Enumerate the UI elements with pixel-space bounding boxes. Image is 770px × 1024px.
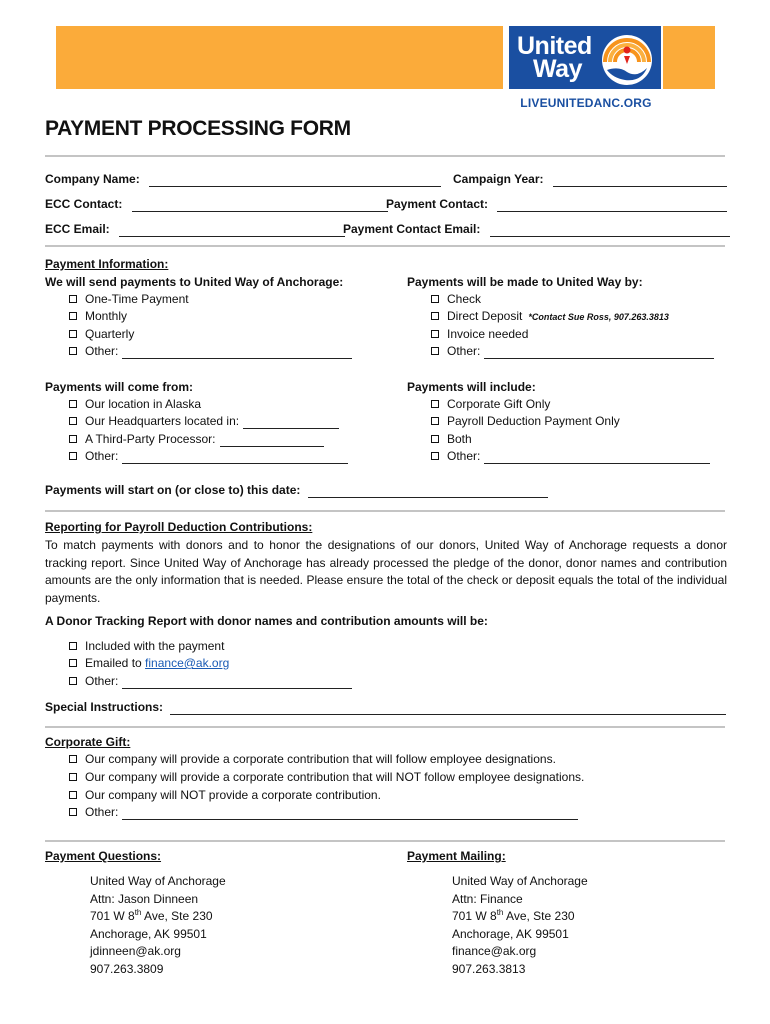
start-date-field[interactable]	[308, 485, 548, 498]
company-name-field[interactable]	[149, 174, 441, 187]
checkbox[interactable]	[69, 659, 77, 667]
logo-box	[509, 26, 661, 89]
checkbox[interactable]	[431, 435, 439, 443]
from-option-alaska[interactable]: Our location in Alaska	[69, 397, 201, 412]
page-title: PAYMENT PROCESSING FORM	[45, 117, 351, 140]
made-option-invoice[interactable]: Invoice needed	[431, 327, 528, 342]
report-option-other[interactable]: Other:	[69, 674, 352, 689]
payment-questions-heading: Payment Questions:	[45, 849, 162, 863]
payments-include-label: Payments will include:	[407, 380, 536, 394]
from-option-headquarters[interactable]: Our Headquarters located in:	[69, 414, 339, 429]
send-other-field[interactable]	[122, 346, 352, 359]
send-option-monthly[interactable]: Monthly	[69, 309, 127, 324]
payments-made-label: Payments will be made to United Way by:	[407, 275, 643, 289]
checkbox[interactable]	[69, 677, 77, 685]
send-option-quarterly[interactable]: Quarterly	[69, 327, 134, 342]
include-other-field[interactable]	[484, 451, 710, 464]
mailing-address	[452, 873, 588, 978]
mailing-org: United Way of Anchorage	[452, 874, 588, 888]
made-option-other[interactable]: Other:	[431, 344, 714, 359]
checkbox[interactable]	[69, 808, 77, 816]
checkbox[interactable]	[431, 347, 439, 355]
special-instructions-row	[45, 700, 726, 715]
checkbox[interactable]	[69, 791, 77, 799]
checkbox[interactable]	[69, 642, 77, 650]
divider	[45, 726, 725, 728]
questions-phone: 907.263.3809	[90, 961, 164, 976]
from-option-third-party[interactable]: A Third-Party Processor:	[69, 432, 324, 447]
mailing-email[interactable]: finance@ak.org	[452, 944, 537, 958]
include-option-corporate[interactable]: Corporate Gift Only	[431, 397, 550, 412]
divider	[45, 245, 725, 247]
campaign-year-row	[453, 172, 727, 187]
made-option-check[interactable]: Check	[431, 292, 481, 307]
made-other-field[interactable]	[484, 346, 714, 359]
checkbox[interactable]	[69, 330, 77, 338]
made-option-direct-deposit[interactable]: Direct Deposit *Contact Sue Ross, 907.263.3813	[431, 309, 669, 325]
logo-wordmark	[517, 31, 592, 83]
payment-contact-email-field[interactable]	[490, 224, 730, 237]
checkbox[interactable]	[69, 295, 77, 303]
checkbox[interactable]	[431, 312, 439, 320]
checkbox[interactable]	[69, 773, 77, 781]
ecc-contact-field[interactable]	[132, 199, 388, 212]
payment-contact-field[interactable]	[497, 199, 727, 212]
finance-email-link[interactable]: finance@ak.org	[145, 656, 230, 670]
ecc-email-label: ECC Email:	[45, 222, 110, 236]
logo-line-1: United	[517, 31, 592, 60]
checkbox[interactable]	[431, 452, 439, 460]
payment-contact-label: Payment Contact:	[386, 197, 489, 211]
special-instructions-label: Special Instructions:	[45, 700, 164, 714]
include-option-payroll[interactable]: Payroll Deduction Payment Only	[431, 414, 620, 429]
mailing-attn: Attn: Finance	[452, 891, 523, 906]
special-instructions-field[interactable]	[170, 702, 726, 715]
send-option-one-time[interactable]: One-Time Payment	[69, 292, 189, 307]
checkbox[interactable]	[69, 755, 77, 763]
gift-option-other[interactable]: Other:	[69, 805, 578, 820]
company-name-label: Company Name:	[45, 172, 140, 186]
send-payments-label: We will send payments to United Way of Anchorage:	[45, 275, 344, 289]
direct-deposit-note: *Contact Sue Ross, 907.263.3813	[528, 312, 669, 322]
checkbox[interactable]	[69, 312, 77, 320]
gift-other-field[interactable]	[122, 807, 578, 820]
report-other-field[interactable]	[122, 676, 352, 689]
mailing-city: Anchorage, AK 99501	[452, 926, 569, 941]
payment-mailing-heading: Payment Mailing:	[407, 849, 506, 863]
mailing-street: 701 W 8th Ave, Ste 230	[452, 908, 575, 923]
company-name-row	[45, 172, 441, 187]
questions-street: 701 W 8th Ave, Ste 230	[90, 908, 213, 923]
payment-info-heading: Payment Information:	[45, 257, 169, 271]
divider	[45, 155, 725, 157]
checkbox[interactable]	[69, 347, 77, 355]
payments-from-label: Payments will come from:	[45, 380, 194, 394]
website-label: LIVEUNITEDANC.ORG	[520, 96, 652, 110]
from-option-other[interactable]: Other:	[69, 449, 348, 464]
ecc-contact-row	[45, 197, 388, 212]
checkbox[interactable]	[69, 452, 77, 460]
questions-attn: Attn: Jason Dinneen	[90, 891, 199, 906]
questions-org: United Way of Anchorage	[90, 874, 226, 888]
donor-report-label: A Donor Tracking Report with donor names and contribution amounts will be:	[45, 614, 488, 628]
questions-email[interactable]: jdinneen@ak.org	[90, 944, 181, 958]
send-option-other[interactable]: Other:	[69, 344, 352, 359]
reporting-heading: Reporting for Payroll Deduction Contributions:	[45, 520, 313, 534]
report-option-emailed[interactable]: Emailed to finance@ak.org	[69, 656, 229, 671]
ecc-email-row	[45, 222, 345, 237]
checkbox[interactable]	[69, 400, 77, 408]
logo-line-2: Way	[533, 54, 582, 83]
mailing-phone: 907.263.3813	[452, 961, 526, 976]
start-date-label: Payments will start on (or close to) this date:	[45, 483, 301, 497]
checkbox[interactable]	[431, 417, 439, 425]
ecc-email-field[interactable]	[119, 224, 345, 237]
united-way-logo	[503, 26, 663, 89]
from-other-field[interactable]	[122, 451, 348, 464]
include-option-both[interactable]: Both	[431, 432, 472, 447]
campaign-year-label: Campaign Year:	[453, 172, 544, 186]
campaign-year-field[interactable]	[553, 174, 727, 187]
start-date-row	[45, 483, 548, 498]
ecc-contact-label: ECC Contact:	[45, 197, 123, 211]
payment-contact-row	[386, 197, 727, 212]
gift-option-follow[interactable]: Our company will provide a corporate contribution that will follow employee designations.	[69, 752, 556, 767]
checkbox[interactable]	[431, 400, 439, 408]
divider	[45, 510, 725, 512]
corporate-gift-heading: Corporate Gift:	[45, 735, 131, 749]
checkbox[interactable]	[69, 435, 77, 443]
third-party-field[interactable]	[220, 434, 324, 447]
checkbox[interactable]	[69, 417, 77, 425]
checkbox[interactable]	[431, 295, 439, 303]
headquarters-field[interactable]	[243, 416, 339, 429]
questions-city: Anchorage, AK 99501	[90, 926, 207, 941]
checkbox[interactable]	[431, 330, 439, 338]
payment-contact-email-row	[343, 222, 730, 237]
include-option-other[interactable]: Other:	[431, 449, 710, 464]
divider	[45, 840, 725, 842]
report-option-included[interactable]: Included with the payment	[69, 639, 224, 654]
gift-option-not-follow[interactable]: Our company will provide a corporate contribution that will NOT follow employee designations.	[69, 770, 584, 785]
gift-option-none[interactable]: Our company will NOT provide a corporate contribution.	[69, 788, 381, 803]
payment-contact-email-label: Payment Contact Email:	[343, 222, 481, 236]
reporting-paragraph: To match payments with donors and to honor the designations of our donors, United Way of Anchorage requests a donor tracking report. Since United Way of Anchorage has already processed the pledge of the donor, donor names and contribution amounts are the only information that is needed. Please ensure the total of the check or deposit equals the total of the individual payments.	[45, 538, 727, 605]
hand-rainbow-icon	[597, 30, 657, 85]
questions-address	[90, 873, 226, 978]
